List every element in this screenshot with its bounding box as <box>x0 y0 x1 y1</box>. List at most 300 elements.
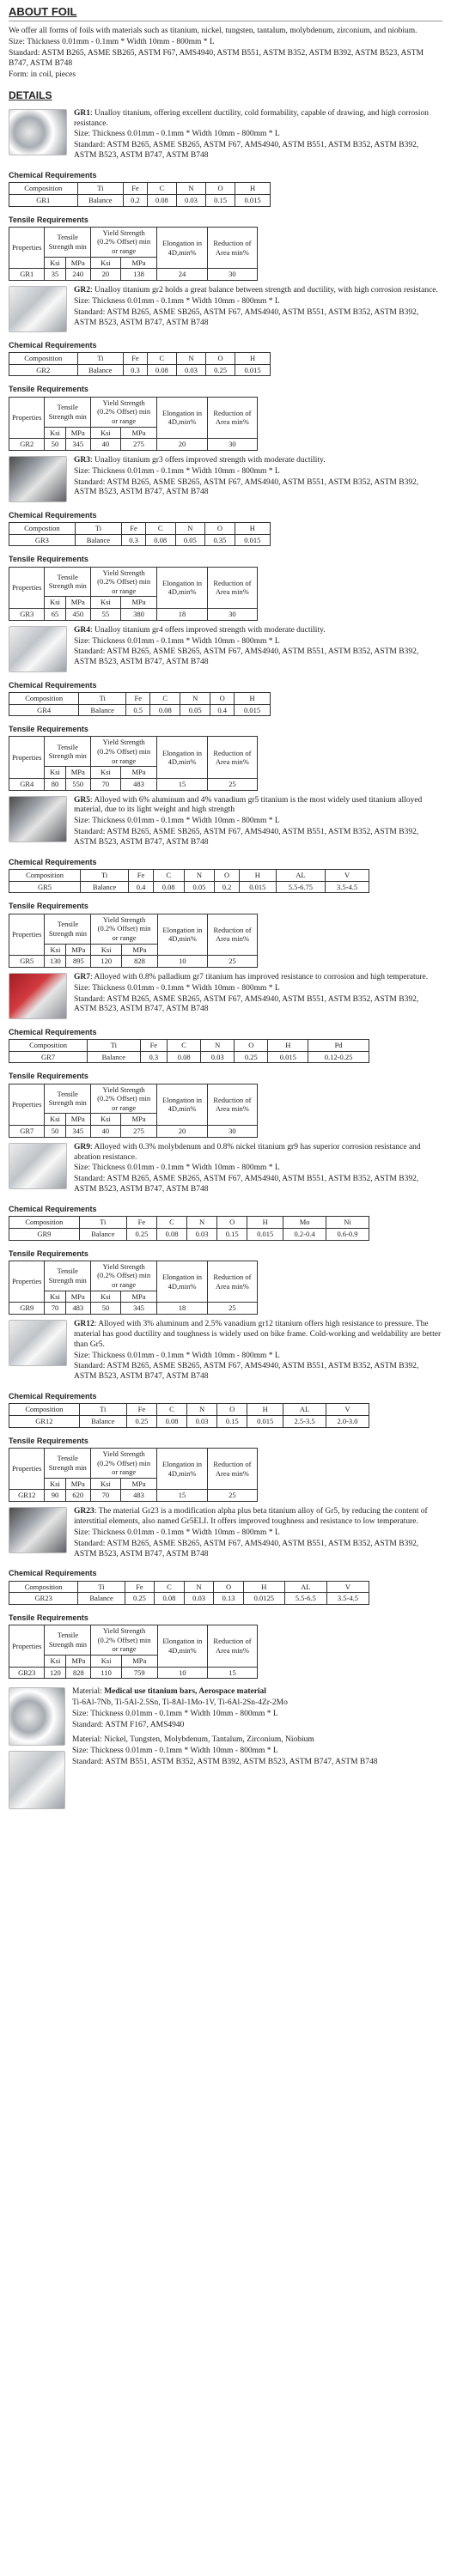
tens-properties-label: Properties <box>9 914 45 956</box>
unit-ksi: Ksi <box>91 597 121 609</box>
chem-value-cell: 0.015 <box>268 1051 308 1063</box>
chem-value-cell: 0.25 <box>126 1228 156 1240</box>
grade-description <box>74 286 442 330</box>
chem-head-cell: O <box>210 692 235 704</box>
chem-table <box>9 352 271 376</box>
tens-properties-label: Properties <box>9 1084 45 1126</box>
page-title: ABOUT FOIL <box>9 5 442 21</box>
chem-head-cell: H <box>268 1040 308 1052</box>
chem-title: Chemical Requirements <box>9 680 97 690</box>
chem-grade-cell: GR2 <box>9 364 78 376</box>
chem-title: Chemical Requirements <box>9 1027 97 1036</box>
grade-description <box>74 1507 442 1560</box>
chem-value-row <box>9 1416 369 1428</box>
chem-value-cell: 0.05 <box>175 534 205 546</box>
grade-description <box>74 1143 442 1196</box>
chem-value-cell: 0.015 <box>247 1416 283 1428</box>
tens-title: Tensile Requirements <box>9 1613 88 1622</box>
chem-value-row <box>9 704 271 716</box>
unit-mpa: MPa <box>65 1478 90 1490</box>
grade-standard: Standard: ASTM B265, ASME SB265, ASTM F67, AMS4940, ASTM B551, ASTM B352, ASTM B392, ASTM B523, ASTM B747, ASTM B748 <box>74 994 419 1014</box>
grade-name: GR4 <box>74 625 90 635</box>
unit-ksi: Ksi <box>91 257 121 269</box>
tens-value-cell: 50 <box>91 1303 121 1315</box>
chem-head-cell: Pd <box>308 1040 369 1052</box>
tensile-table <box>9 567 258 621</box>
grade-name: GR3 <box>74 455 90 465</box>
tens-elongation-head: Elongation in 4D,min% <box>157 914 207 956</box>
chem-head-cell: Fe <box>125 1581 155 1593</box>
chem-head-label: Composition <box>9 1217 80 1229</box>
grade-size: Size: Thickness 0.01mm - 0.1mm * Width 10mm - 800mm * L <box>74 1528 280 1537</box>
chem-value-cell: 0.25 <box>126 1416 156 1428</box>
chem-value-cell: 0.25 <box>235 1051 268 1063</box>
chem-value-cell: 0.015 <box>235 194 271 206</box>
grade-header <box>9 1320 442 1383</box>
tens-value-cell: 828 <box>66 1667 91 1679</box>
tensile-table <box>9 227 258 281</box>
chem-value-row <box>9 881 369 893</box>
unit-ksi: Ksi <box>45 1656 66 1668</box>
tens-properties-label: Properties <box>9 1261 45 1303</box>
chem-table <box>9 1216 369 1240</box>
grade-header <box>9 286 442 332</box>
unit-mpa: MPa <box>66 944 91 956</box>
chem-head-cell: C <box>147 353 176 365</box>
tens-value-cell: 65 <box>45 609 65 621</box>
chem-value-cell: 0.015 <box>247 1228 283 1240</box>
tens-tensile-head: Tensile Strength min <box>45 397 91 427</box>
chem-value-cell: 0.03 <box>184 1593 214 1605</box>
intro <box>9 27 442 80</box>
tens-yield-head: Yield Strength (0.2% Offset) min or range <box>91 1448 157 1478</box>
chem-value-cell: 0.4 <box>210 704 235 716</box>
chem-value-cell: 0.15 <box>217 1416 247 1428</box>
chem-value-cell: 0.08 <box>156 1228 186 1240</box>
tens-value-cell: 30 <box>207 439 257 451</box>
chem-grade-cell: GR9 <box>9 1228 80 1240</box>
chem-head-label: Composition <box>9 870 81 882</box>
tens-value-cell: 40 <box>91 439 121 451</box>
tens-tensile-head: Tensile Strength min <box>45 914 91 944</box>
chem-value-cell: 0.6-0.9 <box>326 1228 369 1240</box>
material-photos <box>9 1687 65 1809</box>
tens-value-cell: GR23 <box>9 1667 45 1679</box>
chem-table <box>9 869 369 893</box>
grade-desc-line <box>74 626 442 636</box>
grade-header <box>9 1143 442 1196</box>
material-standard: Standard: ASTM B551, ASTM B352, ASTM B392, ASTM B523, ASTM B747, ASTM B748 <box>72 1757 378 1766</box>
tens-reduction-head: Reduction of Area min% <box>207 567 257 609</box>
chem-value-cell: Balance <box>77 194 124 206</box>
chem-value-cell: 0.08 <box>145 534 175 546</box>
chem-head-cell: O <box>235 1040 268 1052</box>
tens-head-row <box>9 1084 258 1114</box>
chem-head-cell: O <box>206 183 235 195</box>
chem-head-cell: H <box>247 1217 283 1229</box>
material-label: Material: <box>72 1687 102 1697</box>
tens-title: Tensile Requirements <box>9 1249 88 1258</box>
chem-head-cell: Ti <box>77 183 124 195</box>
chem-head-cell: H <box>235 692 271 704</box>
tens-title: Tensile Requirements <box>9 215 88 224</box>
grade-name: GR23 <box>74 1507 94 1516</box>
chem-head-cell: O <box>217 1404 247 1416</box>
unit-mpa: MPa <box>120 597 157 609</box>
tens-head-row <box>9 397 258 427</box>
tens-value-cell: 130 <box>45 956 66 968</box>
chem-head-label: Composition <box>9 353 78 365</box>
chem-value-cell: Balance <box>79 1416 126 1428</box>
chem-head-label: Compostion <box>9 523 76 535</box>
chem-value-cell: Balance <box>79 704 126 716</box>
details-heading: DETAILS <box>9 88 52 101</box>
material-size: Size: Thickness 0.01mm - 0.1mm * Width 10mm - 800mm * L <box>72 1746 278 1755</box>
chem-value-cell: 0.015 <box>239 881 276 893</box>
chem-value-cell: Balance <box>77 364 124 376</box>
chem-head-cell: Fe <box>129 870 154 882</box>
tens-properties-label: Properties <box>9 397 45 439</box>
chem-head-cell: C <box>156 1217 186 1229</box>
tens-value-cell: 30 <box>207 1126 257 1138</box>
chem-head-cell: V <box>326 870 369 882</box>
chem-head-cell: Ti <box>75 523 121 535</box>
tens-value-cell: 18 <box>157 1303 208 1315</box>
chem-grade-cell: GR1 <box>9 194 78 206</box>
unit-mpa: MPa <box>121 1656 157 1668</box>
chem-head-cell: N <box>184 1581 214 1593</box>
material-photo <box>9 1751 65 1809</box>
chem-value-cell: 3.5-4.5 <box>326 1593 369 1605</box>
unit-mpa: MPa <box>65 767 90 779</box>
chem-table <box>9 1039 369 1063</box>
grade-name: GR9 <box>74 1142 90 1151</box>
chem-head-cell: Ti <box>88 1040 140 1052</box>
tens-value-cell: 40 <box>91 1126 121 1138</box>
chem-value-row <box>9 364 271 376</box>
grade-standard: Standard: ASTM B265, ASME SB265, ASTM F67, AMS4940, ASTM B551, ASTM B352, ASTM B392, ASTM B523, ASTM B747, ASTM B748 <box>74 141 419 161</box>
chem-title: Chemical Requirements <box>9 510 97 519</box>
chem-value-cell: 0.015 <box>235 364 271 376</box>
tens-value-cell: 275 <box>120 439 157 451</box>
tens-tensile-head: Tensile Strength min <box>45 1625 91 1656</box>
chem-head-label: Composition <box>9 1581 78 1593</box>
tens-properties-label: Properties <box>9 1448 45 1490</box>
tens-value-cell: 345 <box>120 1303 157 1315</box>
tens-yield-head: Yield Strength (0.2% Offset) min or range <box>91 914 157 944</box>
chem-value-cell: 2.0-3.0 <box>326 1416 369 1428</box>
tens-value-cell: 24 <box>157 269 208 281</box>
tens-value-cell: 35 <box>45 269 65 281</box>
chem-value-cell: 0.35 <box>205 534 235 546</box>
tens-value-cell: 110 <box>91 1667 121 1679</box>
tens-value-cell: 70 <box>91 1490 121 1502</box>
chem-value-cell: 3.5-4.5 <box>326 881 369 893</box>
chem-value-cell: 0.25 <box>125 1593 155 1605</box>
grade-desc-line <box>74 109 442 130</box>
chem-value-cell: 0.03 <box>187 1416 217 1428</box>
unit-mpa: MPa <box>65 1114 90 1126</box>
chem-value-cell: Balance <box>78 1593 125 1605</box>
tens-value-cell: GR2 <box>9 439 45 451</box>
tens-elongation-head: Elongation in 4D,min% <box>157 1448 208 1490</box>
grade-size: Size: Thickness 0.01mm - 0.1mm * Width 10mm - 800mm * L <box>74 817 280 826</box>
tens-title: Tensile Requirements <box>9 1072 88 1081</box>
grade-standard: Standard: ASTM B265, ASME SB265, ASTM F67, AMS4940, ASTM B551, ASTM B352, ASTM B392, ASTM B523, ASTM B747, ASTM B748 <box>74 477 419 497</box>
grade-section-gr3 <box>9 456 442 621</box>
tens-value-cell: GR12 <box>9 1490 45 1502</box>
unit-mpa: MPa <box>65 257 90 269</box>
tens-properties-label: Properties <box>9 567 45 609</box>
chem-head-cell: Ti <box>79 1217 126 1229</box>
foil-photo <box>9 1320 67 1366</box>
chem-value-cell: 0.08 <box>147 364 176 376</box>
chem-table <box>9 182 271 206</box>
tens-tensile-head: Tensile Strength min <box>45 227 91 257</box>
tensile-table <box>9 1448 258 1502</box>
tens-reduction-head: Reduction of Area min% <box>207 397 257 439</box>
grades-list <box>9 109 442 1680</box>
chem-head-cell: Ti <box>79 1404 126 1416</box>
unit-ksi: Ksi <box>91 1291 121 1303</box>
chem-value-cell: 0.3 <box>122 534 146 546</box>
unit-ksi: Ksi <box>45 257 65 269</box>
chem-head-cell: O <box>215 870 240 882</box>
material-bold: Medical use titanium bars, Aerospace material <box>104 1687 266 1697</box>
unit-mpa: MPa <box>120 1114 157 1126</box>
chem-head-cell: Ti <box>79 692 126 704</box>
chem-head-cell: Fe <box>124 353 148 365</box>
chem-value-cell: 0.3 <box>124 364 148 376</box>
chem-head-label: Composition <box>9 1404 80 1416</box>
grade-desc-text: : Unalloy titanium gr4 offers improved strength with moderate ductility. <box>90 625 326 635</box>
chem-value-row <box>9 1051 369 1063</box>
chem-title: Chemical Requirements <box>9 1205 97 1213</box>
unit-ksi: Ksi <box>91 1478 121 1490</box>
grade-size: Size: Thickness 0.01mm - 0.1mm * Width 10mm - 800mm * L <box>74 466 280 476</box>
chem-head-row <box>9 870 369 882</box>
grade-section-gr1 <box>9 109 442 281</box>
tens-value-row <box>9 609 258 621</box>
grade-size: Size: Thickness 0.01mm - 0.1mm * Width 10mm - 800mm * L <box>74 296 280 306</box>
chem-head-cell: Fe <box>140 1040 168 1052</box>
tens-value-cell: 90 <box>45 1490 65 1502</box>
chem-head-cell: C <box>145 523 175 535</box>
unit-ksi: Ksi <box>45 1114 65 1126</box>
chem-head-cell: Fe <box>126 1217 156 1229</box>
chem-head-cell: O <box>205 523 235 535</box>
material-line <box>72 1687 442 1698</box>
unit-mpa: MPa <box>65 427 90 439</box>
tens-reduction-head: Reduction of Area min% <box>207 1448 257 1490</box>
tens-value-row <box>9 1667 258 1679</box>
tens-value-cell: 240 <box>65 269 90 281</box>
chem-value-cell: 2.5-3.5 <box>283 1416 326 1428</box>
material-size: Size: Thickness 0.01mm - 0.1mm * Width 10mm - 800mm * L <box>72 1710 278 1718</box>
chem-value-cell: 0.08 <box>156 1416 186 1428</box>
tens-value-cell: 550 <box>65 778 90 790</box>
tens-head-row <box>9 914 258 944</box>
chem-value-cell: 0.2-0.4 <box>283 1228 326 1240</box>
chem-value-cell: 0.5 <box>126 704 150 716</box>
grade-desc-text: : Alloyed with 0.3% molybdenum and 0.8% nickel titanium gr9 has superior corrosion resistance and abration resistance. <box>74 1142 421 1162</box>
chem-value-cell: 0.08 <box>168 1051 201 1063</box>
tens-value-cell: 450 <box>65 609 90 621</box>
material-alloys: Ti-6Al-7Nb, Ti-5Al-2.5Sn, Ti-8Al-1Mo-1V, Ti-6Al-2Sn-4Zr-2Mo <box>72 1698 288 1708</box>
unit-ksi: Ksi <box>45 1291 65 1303</box>
chem-grade-cell: GR12 <box>9 1416 80 1428</box>
chem-head-cell: C <box>147 183 176 195</box>
chem-value-cell: Balance <box>81 881 129 893</box>
tens-value-cell: 10 <box>157 956 207 968</box>
chem-table <box>9 692 271 716</box>
tens-value-cell: 620 <box>65 1490 90 1502</box>
tens-title: Tensile Requirements <box>9 902 88 911</box>
chem-value-cell: 0.3 <box>140 1051 168 1063</box>
grade-desc-text: : Unalloy titanium gr3 offers improved strength with moderate ductility. <box>90 455 326 465</box>
chem-title: Chemical Requirements <box>9 1392 97 1401</box>
grade-section-gr2 <box>9 286 442 451</box>
tens-value-cell: GR4 <box>9 778 45 790</box>
chem-value-cell: Balance <box>79 1228 126 1240</box>
unit-ksi: Ksi <box>91 767 121 779</box>
chem-value-cell: 0.015 <box>235 704 271 716</box>
grade-desc-line <box>74 456 442 466</box>
chem-head-cell: N <box>184 870 215 882</box>
chem-grade-cell: GR5 <box>9 881 81 893</box>
tens-yield-head: Yield Strength (0.2% Offset) min or range <box>91 567 157 597</box>
chem-head-cell: H <box>235 523 270 535</box>
chem-title: Chemical Requirements <box>9 1569 97 1578</box>
tens-elongation-head: Elongation in 4D,min% <box>157 1084 208 1126</box>
unit-mpa: MPa <box>120 257 157 269</box>
grade-section-gr12 <box>9 1320 442 1502</box>
grade-name: GR1 <box>74 108 90 118</box>
unit-mpa: MPa <box>65 1291 90 1303</box>
grade-header <box>9 109 442 162</box>
chem-head-cell: AL <box>284 1581 326 1593</box>
chem-head-cell: V <box>326 1404 369 1416</box>
unit-mpa: MPa <box>122 944 158 956</box>
foil-photo <box>9 973 67 1019</box>
tens-yield-head: Yield Strength (0.2% Offset) min or range <box>91 1084 157 1114</box>
chem-value-cell: 0.13 <box>214 1593 244 1605</box>
grade-description <box>74 796 442 849</box>
tens-head-row <box>9 1625 258 1656</box>
unit-ksi: Ksi <box>45 597 65 609</box>
unit-ksi: Ksi <box>45 427 65 439</box>
chem-value-cell: 0.03 <box>187 1228 217 1240</box>
intro-line: We offer all forms of foils with materials such as titanium, nickel, tungsten, tantalum, molybdenum, zirconium, and niobium. <box>9 27 417 36</box>
chem-head-cell: Ti <box>77 353 124 365</box>
chem-value-row <box>9 1593 369 1605</box>
tens-title: Tensile Requirements <box>9 725 88 734</box>
tens-tensile-head: Tensile Strength min <box>45 567 91 597</box>
chem-head-cell: AL <box>283 1404 326 1416</box>
tens-reduction-head: Reduction of Area min% <box>207 737 257 779</box>
tens-head-row <box>9 1448 258 1478</box>
intro-size: Size: Thickness 0.01mm - 0.1mm * Width 10mm - 800mm * L <box>9 38 215 47</box>
foil-photo <box>9 109 67 155</box>
tens-value-cell: 50 <box>45 1126 65 1138</box>
chem-value-cell: 0.08 <box>150 704 180 716</box>
unit-ksi: Ksi <box>91 427 121 439</box>
tens-reduction-head: Reduction of Area min% <box>208 1625 258 1668</box>
tens-title: Tensile Requirements <box>9 555 88 564</box>
chem-head-cell: C <box>153 870 184 882</box>
tens-yield-head: Yield Strength (0.2% Offset) min or range <box>91 737 157 767</box>
chem-value-cell: 5.5-6.5 <box>284 1593 326 1605</box>
tens-value-cell: 25 <box>207 1490 257 1502</box>
grade-desc-line <box>74 286 442 296</box>
grade-standard: Standard: ASTM B265, ASME SB265, ASTM F67, AMS4940, ASTM B551, ASTM B352, ASTM B392, ASTM B523, ASTM B747, ASTM B748 <box>74 1175 419 1194</box>
chem-head-cell: Ti <box>78 1581 125 1593</box>
grade-size: Size: Thickness 0.01mm - 0.1mm * Width 10mm - 800mm * L <box>74 1351 280 1360</box>
tens-properties-label: Properties <box>9 1625 45 1668</box>
tens-value-cell: 15 <box>157 1490 208 1502</box>
grade-header <box>9 796 442 849</box>
tens-value-cell: 483 <box>65 1303 90 1315</box>
tens-value-cell: 70 <box>45 1303 65 1315</box>
chem-head-cell: Fe <box>126 1404 156 1416</box>
chem-head-cell: Fe <box>122 523 146 535</box>
grade-section-gr7 <box>9 973 442 1138</box>
tens-value-cell: 380 <box>120 609 157 621</box>
tens-value-row <box>9 778 258 790</box>
tens-value-cell: 25 <box>207 778 257 790</box>
chem-head-cell: AL <box>276 870 326 882</box>
tens-value-cell: 345 <box>65 439 90 451</box>
grade-name: GR5 <box>74 795 90 805</box>
unit-mpa: MPa <box>120 1478 157 1490</box>
tens-elongation-head: Elongation in 4D,min% <box>157 227 208 269</box>
tens-tensile-head: Tensile Strength min <box>45 1084 91 1114</box>
chem-head-cell: N <box>201 1040 235 1052</box>
tens-value-cell: 120 <box>91 956 122 968</box>
chem-head-cell: H <box>235 183 271 195</box>
grade-desc-line <box>74 973 442 983</box>
unit-ksi: Ksi <box>91 1114 121 1126</box>
tens-value-cell: 20 <box>91 269 121 281</box>
tens-elongation-head: Elongation in 4D,min% <box>157 1261 208 1303</box>
tens-tensile-head: Tensile Strength min <box>45 1448 91 1478</box>
grade-standard: Standard: ASTM B265, ASME SB265, ASTM F67, AMS4940, ASTM B551, ASTM B352, ASTM B392, ASTM B523, ASTM B747, ASTM B748 <box>74 1362 419 1382</box>
tensile-table <box>9 1084 258 1138</box>
tens-value-cell: 25 <box>208 956 258 968</box>
grade-header <box>9 626 442 672</box>
tens-value-cell: 483 <box>120 1490 157 1502</box>
unit-mpa: MPa <box>66 1656 91 1668</box>
grade-size: Size: Thickness 0.01mm - 0.1mm * Width 10mm - 800mm * L <box>74 983 280 993</box>
chem-head-cell: H <box>239 870 276 882</box>
tens-value-row <box>9 1490 258 1502</box>
material-metals: Material: Nickel, Tungsten, Molybdenum, Tantalum, Zirconium, Niobium <box>72 1735 314 1744</box>
tens-value-cell: 30 <box>207 609 257 621</box>
tens-value-cell: 828 <box>122 956 158 968</box>
tensile-table <box>9 1261 258 1315</box>
tens-value-cell: 15 <box>157 778 208 790</box>
tens-title: Tensile Requirements <box>9 385 88 394</box>
tensile-table <box>9 1625 258 1679</box>
chem-head-row <box>9 692 271 704</box>
tens-value-cell: 55 <box>91 609 121 621</box>
grade-section-gr4 <box>9 626 442 791</box>
chem-value-cell: 0.15 <box>217 1228 247 1240</box>
chem-head-cell: C <box>150 692 180 704</box>
tens-yield-head: Yield Strength (0.2% Offset) min or range <box>91 227 157 257</box>
unit-mpa: MPa <box>120 427 157 439</box>
foil-photo <box>9 1143 67 1189</box>
